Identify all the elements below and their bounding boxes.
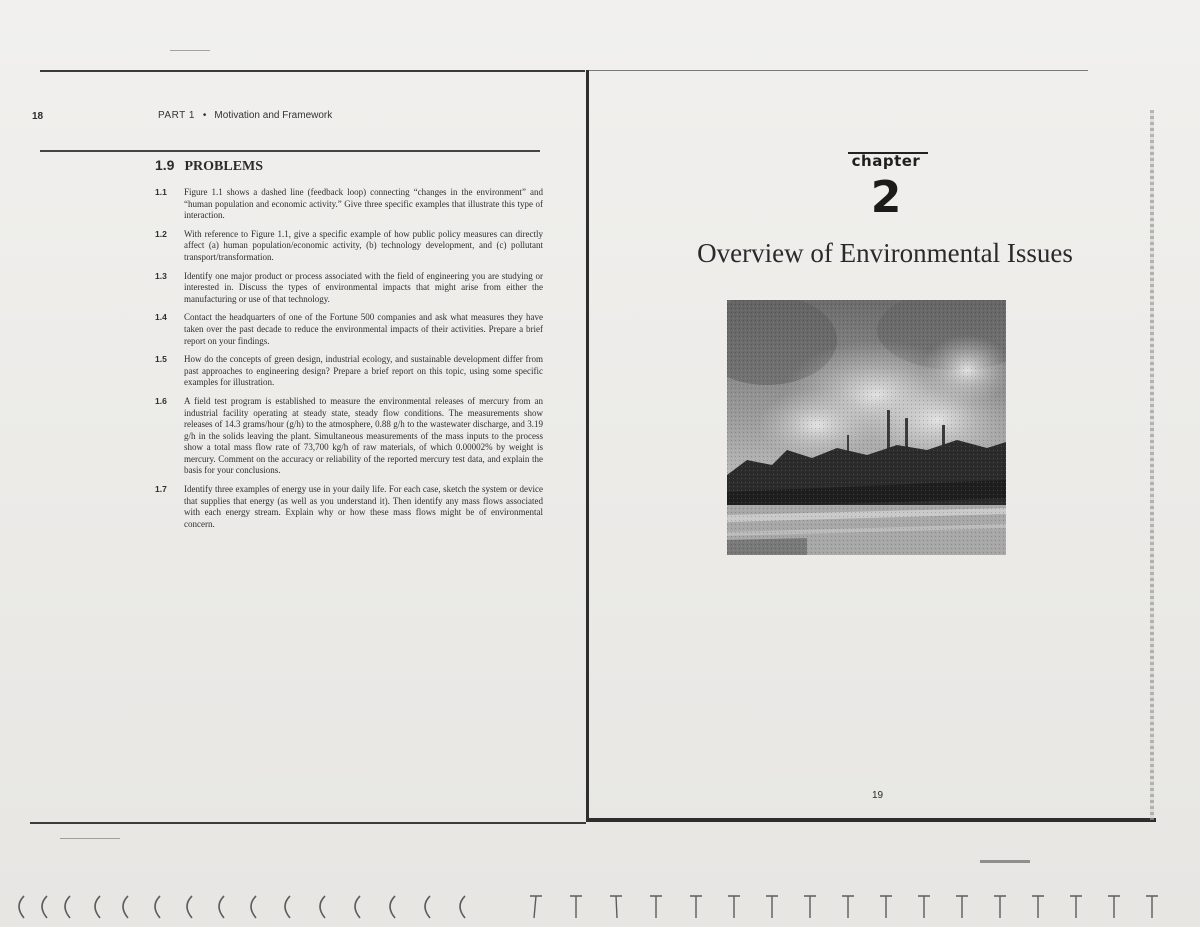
problem-text: Identify one major product or process associated with the field of engineering you are studying or interested in. Discuss the types of environmental impacts that might arise from either the manufacturing or use of that technology. [184,270,543,304]
problem-item [155,229,543,264]
running-head-part: PART 1 [158,110,195,121]
section-rule [40,150,540,152]
bottom-rule-right [588,818,1156,822]
problem-text: How do the concepts of green design, industrial ecology, and sustainable development differ from past approaches to engineering design? Prepare a brief report on this topic, using some specific examples for illustration. [184,354,543,388]
scan-smudge [170,50,210,51]
problem-number: 1.6 [155,395,167,406]
problem-item [155,271,543,306]
problem-text: With reference to Figure 1.1, give a specific example of how public policy measures can directly affect (a) human population/economic activity, (b) technology development, and (c) pollutant transport/transformation. [184,228,543,262]
section-heading [155,157,263,175]
section-number: 1.9 [155,157,175,173]
problem-item [155,354,543,389]
chapter-number: 2 [870,172,902,223]
bottom-rule-left [30,822,586,824]
page-number-left: 18 [32,111,44,122]
scan-smudge [60,838,120,839]
page-number-right: 19 [872,790,884,801]
top-rule-right [588,70,1088,71]
scan-smudge [980,860,1030,863]
problem-item [155,396,543,477]
problem-number: 1.3 [155,270,167,281]
problem-item [155,187,543,222]
chapter-title: Overview of Environmental Issues [697,238,1073,268]
problem-text: Contact the headquarters of one of the Fortune 500 companies and ask what measures they have taken over the past decade to reduce the environmental impacts of their activities. Prepare a brief report on your findings. [184,312,543,346]
problem-item [155,312,543,347]
problem-text: Identify three examples of energy use in your daily life. For each case, sketch the system or device that supplies that energy (as well as you understand it). Then identify any mass flows associated with each energy stream. Explain why or how these mass flows might be of environmental concern. [184,484,543,529]
problem-number: 1.4 [155,312,167,323]
problem-number: 1.1 [155,187,167,197]
running-head-separator: • [202,110,207,121]
page-edge-shadow [1150,110,1154,820]
problem-list [155,187,543,537]
running-head-section: Motivation and Framework [214,110,333,121]
top-rule-left [40,70,585,72]
problem-number: 1.2 [155,228,167,239]
binding-marks [10,892,1185,920]
problem-number: 1.5 [155,354,167,365]
problem-number: 1.7 [155,484,167,495]
problem-text: Figure 1.1 shows a dashed line (feedback loop) connecting “changes in the environment” and “human population and economic activity.” Give three specific examples that illustrate this type of interaction. [184,187,543,221]
problem-text: A field test program is established to measure the environmental releases of mercury from an industrial facility operating at steady state, steady flow conditions. The measurements show releases of 14.3 grams/hour (g/h) to the atmosphere, 0.88 g/h to the wastewater discharge, and 3.19 g/h in the solids leaving the plant. Simultaneous measurements of the mass inputs to the process show a total mass flow rate of 73,700 kg/h of raw materials, of which 0.00002% by weight is mercury. Comment on the accuracy or reliability of the reported mercury test data, and explain the basis for your conclusions. [184,395,543,476]
problem-item [155,484,543,530]
running-head [158,110,332,121]
section-title: PROBLEMS [184,159,264,174]
book-gutter [586,70,589,822]
industrial-smokestack-photo [727,300,1006,555]
chapter-label: chapter [851,152,921,170]
